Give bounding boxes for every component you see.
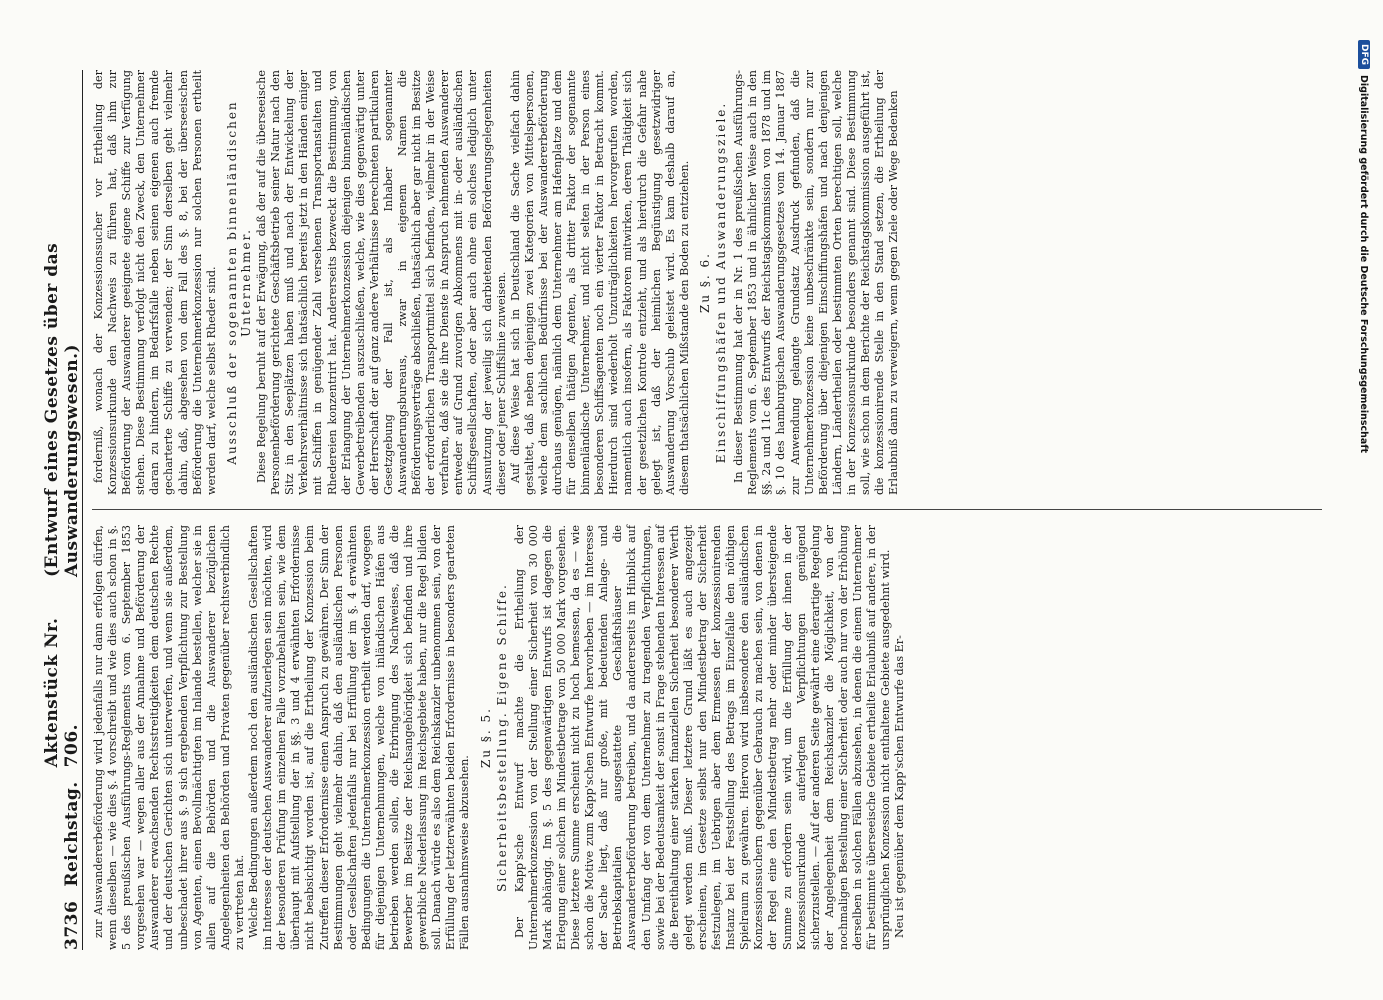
digitization-note-text: Digitalisierung gefördert durch die Deutsche Forschungsgemeinschaft [1358,75,1370,453]
dfg-logo: DFG [1358,40,1370,69]
paragraph: Neu ist gegenüber dem Kapp'schen Entwurfe das Er- [893,635,907,938]
paragraph: In dieser Bestimmung hat der in Nr. 1 des preußischen Ausführungs-Reglements vom 6. September 1853 und in ähnlicher Weise auch in den §§. 2a und 11c des Entwurfs der Reichstagskommission von 1878 und im §. 10 des hamburgischen Auswanderungsgesetzes vom 14. Januar 1887 zur Anwendung gelangte Grundsatz Ausdruck gefunden, daß die Unternehmerkonzession keine unbeschränkte sein, sondern nur zur Beförderung über diejenigen Einschiffungshäfen und nach denjenigen Ländern, Ländertheilen oder bestimmten Orten berechtigen soll, welche in der Konzessionsurkunde besonders genannt sind. Diese Bestimmung soll, wie schon in dem Berichte der Reichstagskommission ausgeführt ist, die konzessionirende Stelle in den Stand setzen, die Ertheilung der Erlaubniß dann zu verweigern, wenn gegen Ziele oder Wege Bedenken [732,70,901,495]
column-divider [92,509,1322,510]
digitization-note [1353,40,1375,940]
digitization-note-text-wrap [1353,40,1375,940]
section-heading: Zu §. 6. [697,252,712,313]
section-subheading: Sicherheitsbestellung. Eigene Schiffe. [494,583,509,892]
section-subheading: Einschiffungshäfen und Auswanderungsziele. [714,101,729,464]
paragraph: Auf diese Weise hat sich in Deutschland die Sache vielfach dahin gestaltet, daß neben denjenigen zwei Kategorien von Mittelspersonen, welche dem sachlichen Bedürfnisse bei der Auswandererbeförderung durchaus genügen, nämlich dem Unternehmer am Hafenplatze und dem für denselben thätigen Agenten, als dritter Faktor der sogenannte binnenländische Unternehmer, und nicht selten in der Person eines besonderen Schiffsagenten noch ein vierter Faktor in Betracht kommt. Hierdurch sind wiederholt Unzuträglichkeiten hervorgerufen worden, namentlich auch insofern, als Faktoren mitwirken, deren Thätigkeit sich der gesetzlichen Kontrole entzieht, und als hierdurch die Gefahr nahe gelegt ist, daß der heimlichen Begünstigung gesetzwidriger Auswanderung Vorschub geleistet wird. Es kam deshalb darauf an, diesem thatsächlichen Mißstande den Boden zu entziehen. [508,70,691,495]
header-left-title: Reichstag. [62,781,82,887]
document-page [42,70,1332,950]
paragraph: Welche Bedingungen außerdem noch den ausländischen Gesellschaften im Interesse der deutschen Auswanderer aufzuerlegen sein möchten, wird der besonderen Prüfung im einzelnen Falle vorzubehalten sein, wie dem überhaupt mit Aufstellung der in §§. 3 und 4 erwähnten Erfordernisse nicht beabsichtigt worden ist, auf die Ertheilung der Konzession beim Zutreffen dieser Erfordernisse einen Anspruch zu gewähren. Der Sinn der Bestimmungen geht vielmehr dahin, daß den ausländischen Personen oder Gesellschaften jedenfalls nur bei Erfüllung der im §. 4 erwähnten Bedingungen die Unternehmerkonzession ertheilt werden darf, wogegen für diejenigen Unternehmungen, welche von inländischen Häfen aus betrieben werden sollen, die Erbringung des Nachweises, daß die Bewerber im Besitze der Reichsangehörigkeit sich befinden und ihre gewerbliche Niederlassung im Reichsgebiete haben, nur die Regel bilden soll. Danach würde es also dem Reichskanzler unbenommen sein, von der Erfüllung der letzterwähnten beiden Erfordernisse in besonders gearteten Fällen ausnahmsweise abzusehen. [247,525,472,950]
page-header [42,70,83,950]
rotated-content [42,0,932,950]
section-heading: Ausschluß der sogenannten binnenländischen Unternehmer. [224,100,253,465]
document-label: Aktenstück Nr. 706. [42,617,82,768]
text-columns [92,70,1322,950]
page-number: 3736 [62,900,82,950]
paragraph: zur Auswandererbeförderung wird jedenfalls nur dann erfolgen dürfen, wenn dieselben — wie dies §. 4 vorschreibt und wie dies auch schon in §. 5 des preußischen Ausführungs-Reglements vom 6. September 1853 vorgesehen war — wegen aller aus der Annahme und Beförderung der Auswanderer erwachsenden Rechtsstreitigkeiten dem deutschen Rechte und der deutschen Gerichten sich unterwerfen, und wenn sie außerdem, unbeschadet ihrer aus §. 9 sich ergebenden Verpflichtung zur Bestellung von Agenten, einen Bevollmächtigten im Inlande bestellen, welcher sie in allen auf die Behörden und die Auswanderer bezüglichen Angelegenheiten den Behörden und Privaten gegenüber rechtsverbindlich zu vertreten hat. [92,525,246,950]
paragraph: Diese Regelung beruht auf der Erwägung, daß der auf die überseeische Personenbeförderung gerichtete Geschäftsbetrieb seiner Natur nach den Sitz in den Seeplätzen haben muß und nach der Entwickelung der Verkehrsverhältnisse sich thatsächlich bereits jetzt in den Händen einiger mit Schiffen in genügender Zahl versehenen Transportanstalten und Rhedereien konzentrirt hat. Andererseits bezweckt die Bestimmung, von der Erlangung der Unternehmerkonzession diejenigen binnenländischen Gewerbetreibenden auszuschließen, welche, wie dies gegenwärtig unter der Herrschaft der auf ganz andere Verhältnisse berechneten partikularen Gesetzgebung der Fall ist, als Inhaber sogenannter Auswanderungsbureaus, zwar in eigenem Namen die Beförderungsverträge abschließen, thatsächlich aber gar nicht im Besitze der erforderlichen Transportmittel sich befinden, vielmehr in der Weise verfahren, daß sie die ihre Dienste in Anspruch nehmenden Auswanderer entweder auf Grund zuvorigen Abkommens mit in- oder ausländischen Schiffsgesellschaften, oder aber auch ohne ein solches lediglich unter Ausnutzung der jeweilig sich darbietenden Beförderungsgelegenheiten dieser oder jener Schiffslinie zuweisen. [255,70,508,495]
left-column [92,525,907,950]
document-title: (Entwurf eines Gesetzes über das Auswanderungswesen.) [42,242,82,578]
paragraph: Der Kapp'sche Entwurf machte die Ertheilung der Unternehmerkonzession von der Stellung einer Sicherheit von 30 000 Mark abhängig. Im §. 5 des gegenwärtigen Entwurfs ist dagegen die Erlegung einer solchen im Mindestbetrage von 50 000 Mark vorgesehen. Diese letztere Summe erscheint nicht zu hoch bemessen, da es — wie schon die Motive zum Kapp'schen Entwurfe hervorheben — im Interesse der Sache liegt, daß nur große, mit bedeutenden Anlage- und Betriebskapitalien ausgestattete Geschäftshäuser die Auswandererbeförderung betreiben, und da andererseits im Hinblick auf den Umfang der von dem Unternehmer zu tragenden Verpflichtungen, sowie bei der Bedeutsamkeit der sonst in Frage stehenden Interessen auf die Bereithaltung einer starken finanziellen Sicherheit besonderer Werth gelegt werden muß. Dieser letztere Grund läßt es auch angezeigt erscheinen, im Gesetze selbst nur den Mindestbetrag der Sicherheit festzulegen, im Uebrigen aber dem Ermessen der konzessionirenden Instanz bei der Feststellung des Betrags im Einzelfalle den nöthigen Spielraum zu gewähren. Hiervon wird insbesondere den ausländischen Konzessionssuchern gegenüber Gebrauch zu machen sein, von denen in der Regel eine den Mindestbetrag mehr oder minder übersteigende Summe zu erfordern sein wird, um die Erfüllung der ihnen in der Konzessionsurkunde auferlegten Verpflichtungen genügend sicherzustellen. — Auf der anderen Seite gewährt eine derartige Regelung der Angelegenheit dem Reichskanzler die Möglichkeit, von der nochmaligen Bestellung einer Sicherheit oder auch nur von der Erhöhung derselben in solchen Fällen abzusehen, in denen die einem Unternehmer für bestimmte überseeische Gebiete ertheilte Erlaubniß auf andere, in der ursprünglichen Konzession nicht enthaltene Gebiete ausgedehnt wird. [512,525,893,950]
paragraph: forderniß, wonach der Konzessionssucher vor Ertheilung der Konzessionsurkunde den Nachweis zu führen hat, daß ihm zur Beförderung der Auswanderer geeignete eigene Schiffe zur Verfügung stehen. Diese Bestimmung verfolgt nicht den Zweck, den Unternehmer daran zu hindern, im Bedarfsfalle neben seinen eigenen auch fremde gecharterte Schiffe zu verwenden; der Sinn derselben geht vielmehr dahin, daß, abgesehen von dem Fall des §. 8, bei der überseeischen Beförderung die Unternehmerkonzession nur solchen Personen ertheilt werden darf, welche selbst Rheder sind. [92,70,218,495]
section-heading: Zu §. 5. [478,707,493,768]
right-column [92,70,901,495]
